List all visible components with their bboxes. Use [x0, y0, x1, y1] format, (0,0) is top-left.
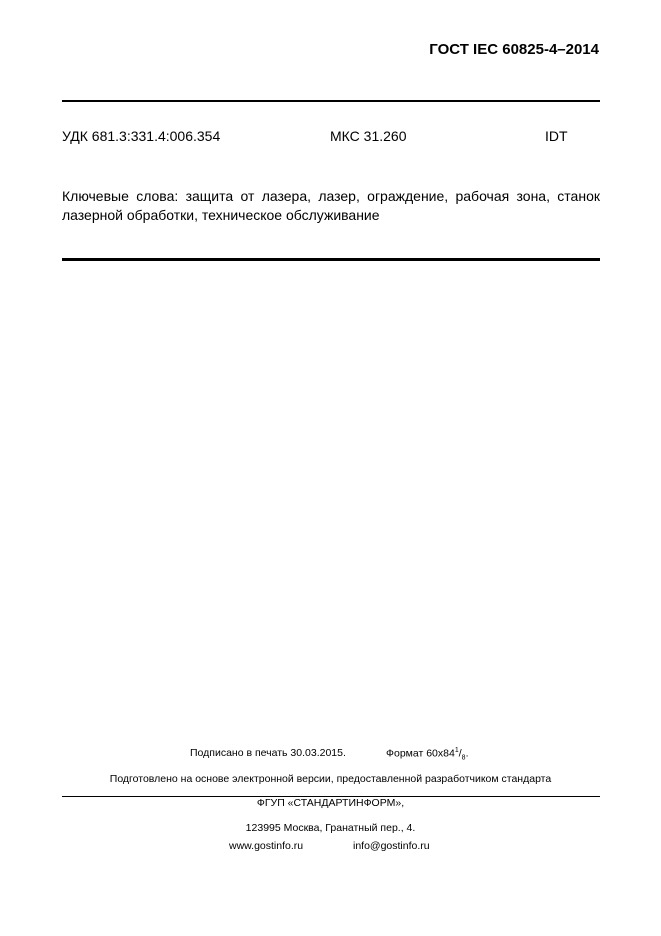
udk-code: УДК 681.3:331.4:006.354 — [62, 128, 221, 144]
signed-date: Подписано в печать 30.03.2015. — [190, 747, 346, 759]
email-link[interactable]: info@gostinfo.ru — [353, 840, 430, 852]
keywords-paragraph: Ключевые слова: защита от лазера, лазер, ограждение, рабочая зона, станок лазерной обработки, техническое обслуживание — [62, 188, 600, 223]
keywords-divider — [62, 258, 600, 261]
format-numerator: 1 — [454, 747, 459, 754]
idt-mark: IDT — [545, 128, 568, 144]
website-link[interactable]: www.gostinfo.ru — [229, 840, 304, 852]
publisher-name: ФГУП «СТАНДАРТИНФОРМ», — [256, 797, 405, 809]
format-denominator: 8 — [461, 754, 466, 762]
paper-format: Формат $60х84^1/_8$. — [386, 747, 469, 762]
standard-code: ГОСТ IEC 60825-4–2014 — [429, 41, 599, 58]
publisher-address: 123995 Москва, Гранатный пер., 4. — [245, 822, 416, 834]
format-suffix: . — [465, 747, 469, 760]
mks-code: МКС 31.260 — [330, 128, 407, 144]
prepared-note: Подготовлено на основе электронной версии, предоставленной разработчиком стандарта — [109, 773, 552, 785]
top-divider — [62, 100, 600, 102]
format-prefix: Формат 60х84 — [386, 747, 455, 760]
